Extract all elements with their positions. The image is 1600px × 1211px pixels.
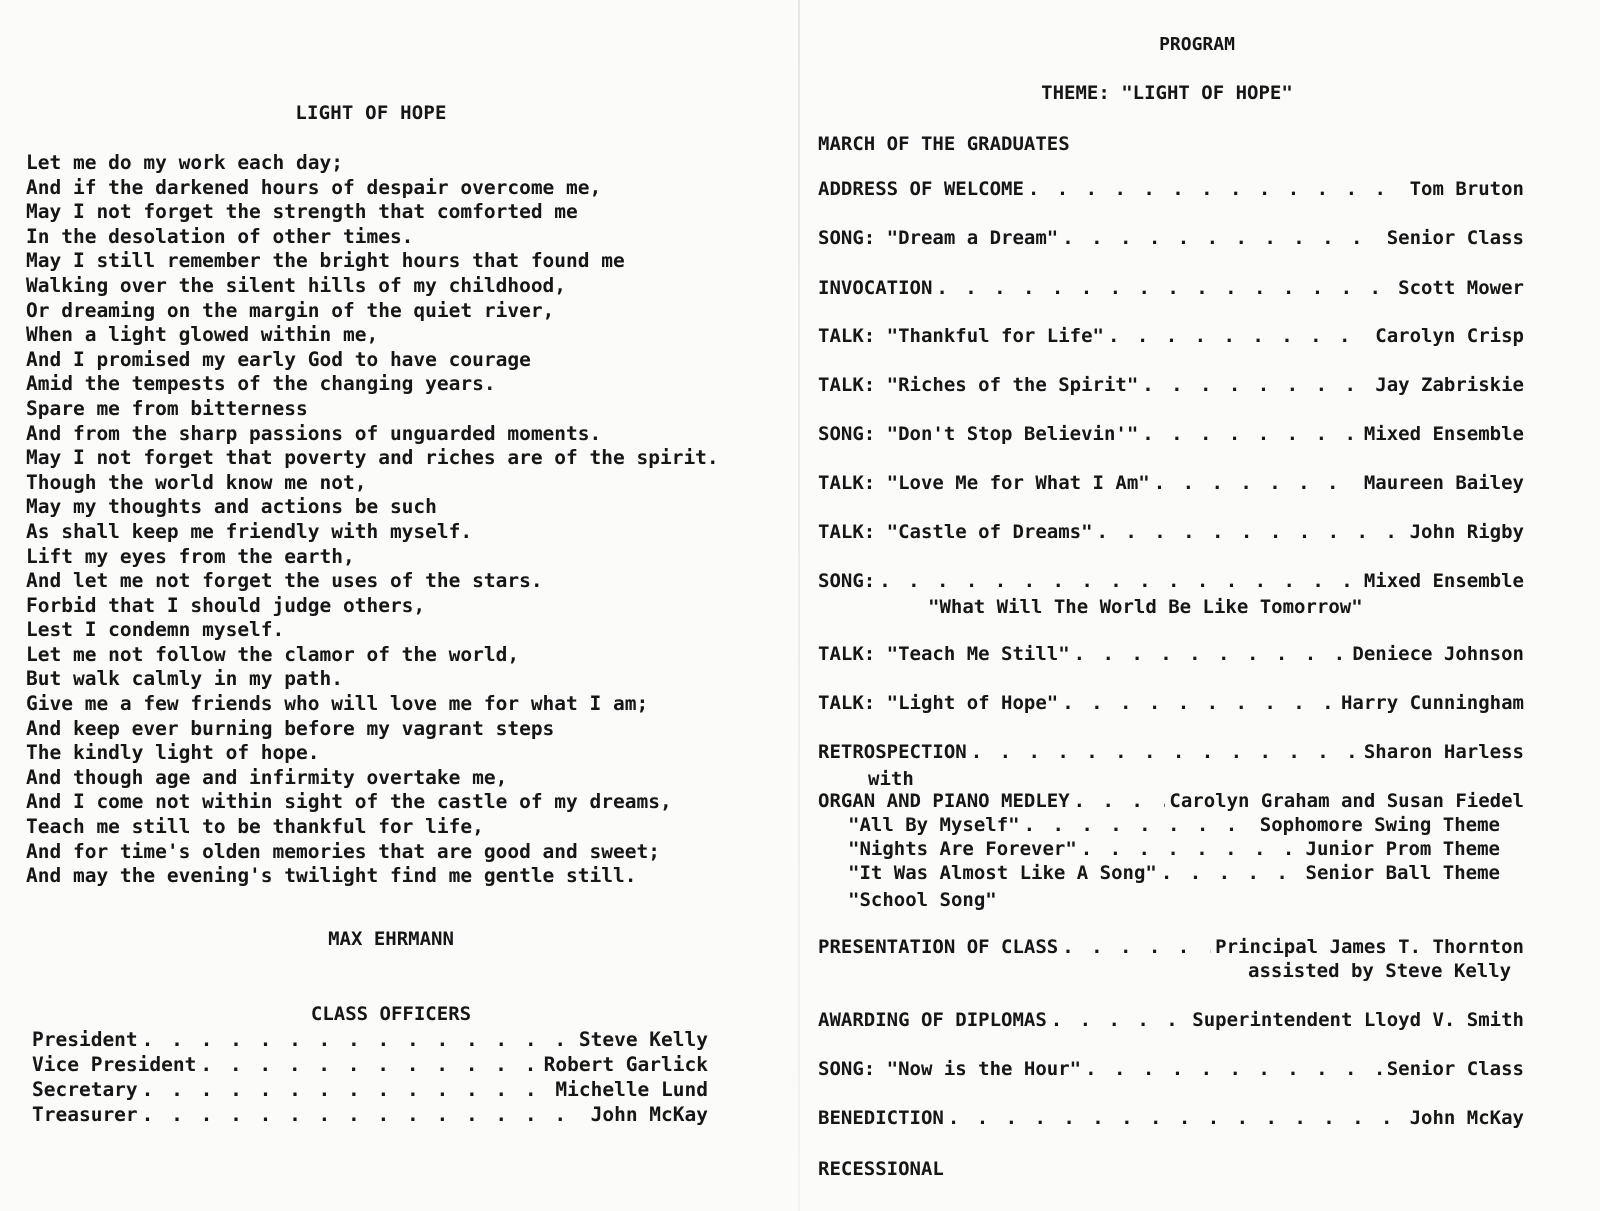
program-item bbox=[818, 643, 1524, 669]
item-label: AWARDING OF DIPLOMAS bbox=[818, 1009, 1047, 1031]
poem-line: Walking over the silent hills of my childhood, bbox=[26, 273, 567, 297]
item-label: TALK: "Riches of the Spirit" bbox=[818, 374, 1139, 396]
item-label: "Nights Are Forever" bbox=[848, 838, 1077, 860]
program-item bbox=[818, 1107, 1524, 1133]
officer-row bbox=[32, 1028, 708, 1053]
right-page bbox=[818, 0, 1576, 1211]
poem-line: When a light glowed within me, bbox=[26, 323, 379, 347]
leader-dots bbox=[1142, 423, 1360, 445]
leader-dots bbox=[1161, 862, 1302, 884]
item-name: Carolyn Crisp bbox=[1375, 325, 1524, 347]
item-label: INVOCATION bbox=[818, 277, 933, 299]
leader-dots bbox=[1081, 838, 1302, 860]
leader-dots bbox=[1028, 178, 1406, 200]
program-item bbox=[818, 1009, 1524, 1035]
leader-dots bbox=[971, 741, 1360, 763]
program-item bbox=[818, 472, 1524, 498]
item-label: BENEDICTION bbox=[818, 1107, 944, 1129]
item-label: TALK: "Thankful for Life" bbox=[818, 325, 1104, 347]
item-name: Harry Cunningham bbox=[1340, 692, 1524, 714]
item-name: Senior Ball Theme bbox=[1305, 862, 1500, 884]
poem-line: Let me not follow the clamor of the world, bbox=[26, 642, 520, 666]
poem-line: And keep ever burning before my vagrant steps bbox=[26, 716, 555, 740]
item-label: ADDRESS OF WELCOME bbox=[818, 178, 1024, 200]
poem-line: And I come not within sight of the castle of my dreams, bbox=[26, 790, 672, 814]
item-name: Superintendent Lloyd V. Smith bbox=[1192, 1009, 1524, 1031]
leader-dots bbox=[1142, 374, 1371, 396]
poem-author: MAX EHRMANN bbox=[328, 928, 454, 950]
item-label: TALK: "Light of Hope" bbox=[818, 692, 1059, 714]
item-label: TALK: "Castle of Dreams" bbox=[818, 521, 1093, 543]
officer-role: Vice President bbox=[32, 1053, 197, 1076]
poem-line: Amid the tempests of the changing years. bbox=[26, 372, 496, 396]
poem-line: And though age and infirmity overtake me, bbox=[26, 765, 508, 789]
march-of-graduates: MARCH OF THE GRADUATES bbox=[818, 133, 1070, 155]
recessional: RECESSIONAL bbox=[818, 1158, 944, 1180]
item-name: Jay Zabriskie bbox=[1375, 374, 1524, 396]
item-name: Scott Mower bbox=[1398, 277, 1524, 299]
officer-row bbox=[32, 1053, 708, 1078]
program-item bbox=[818, 692, 1524, 718]
left-page bbox=[26, 0, 786, 1211]
leader-dots bbox=[1074, 790, 1166, 812]
program-item bbox=[818, 277, 1524, 303]
officer-role: Treasurer bbox=[32, 1103, 138, 1126]
item-name: John Rigby bbox=[1409, 521, 1524, 543]
item-name: Mixed Ensemble bbox=[1363, 423, 1524, 445]
item-label: "It Was Almost Like A Song" bbox=[848, 862, 1157, 884]
program-item bbox=[818, 570, 1524, 596]
poem-line: Though the world know me not, bbox=[26, 470, 367, 494]
item-label: TALK: "Teach Me Still" bbox=[818, 643, 1070, 665]
leader-dots bbox=[1051, 1009, 1188, 1031]
officer-name: Steve Kelly bbox=[578, 1028, 708, 1051]
item-label: ORGAN AND PIANO MEDLEY bbox=[818, 790, 1070, 812]
song-title: "What Will The World Be Like Tomorrow" bbox=[928, 596, 1363, 618]
leader-dots bbox=[1108, 325, 1371, 347]
poem-line: Spare me from bitterness bbox=[26, 396, 308, 420]
poem-line: May my thoughts and actions be such bbox=[26, 495, 437, 519]
program-item bbox=[818, 423, 1524, 449]
leader-dots bbox=[1062, 692, 1337, 714]
officer-name: Robert Garlick bbox=[543, 1053, 708, 1076]
school-song: "School Song" bbox=[848, 889, 997, 911]
officer-name: Michelle Lund bbox=[555, 1078, 708, 1101]
item-label: RETROSPECTION bbox=[818, 741, 967, 763]
leader-dots bbox=[879, 570, 1360, 592]
item-name: Tom Bruton bbox=[1409, 178, 1524, 200]
poem-line: Lift my eyes from the earth, bbox=[26, 544, 355, 568]
poem-title: LIGHT OF HOPE bbox=[295, 102, 447, 124]
officer-row bbox=[32, 1078, 708, 1103]
poem-line: May I not forget that poverty and riches are of the spirit. bbox=[26, 446, 719, 470]
program-item bbox=[818, 325, 1524, 351]
item-name: Junior Prom Theme bbox=[1305, 838, 1500, 860]
poem-line: The kindly light of hope. bbox=[26, 741, 320, 765]
program-item bbox=[818, 936, 1524, 962]
poem-line: As shall keep me friendly with myself. bbox=[26, 519, 473, 543]
leader-dots bbox=[142, 1078, 552, 1101]
item-name: Sharon Harless bbox=[1363, 741, 1524, 763]
item-name: Maureen Bailey bbox=[1363, 472, 1524, 494]
leader-dots bbox=[142, 1103, 587, 1126]
leader-dots bbox=[948, 1107, 1406, 1129]
item-label: SONG: "Don't Stop Believin'" bbox=[818, 423, 1139, 445]
item-label: SONG: "Now is the Hour" bbox=[818, 1058, 1082, 1080]
program-item bbox=[818, 1058, 1524, 1084]
poem-line: Forbid that I should judge others, bbox=[26, 593, 426, 617]
item-label: SONG: bbox=[818, 570, 876, 592]
item-name: Sophomore Swing Theme bbox=[1259, 814, 1500, 836]
leader-dots bbox=[1085, 1058, 1383, 1080]
item-name: Senior Class bbox=[1386, 1058, 1524, 1080]
poem-line: Give me a few friends who will love me for what I am; bbox=[26, 692, 649, 716]
medley-song bbox=[848, 838, 1500, 864]
leader-dots bbox=[1097, 521, 1406, 543]
poem-line: Lest I condemn myself. bbox=[26, 618, 285, 642]
item-name: Mixed Ensemble bbox=[1363, 570, 1524, 592]
program-item bbox=[818, 374, 1524, 400]
program-item bbox=[818, 178, 1524, 204]
poem-line: And for time's olden memories that are good and sweet; bbox=[26, 839, 660, 863]
officers-title: CLASS OFFICERS bbox=[310, 1003, 472, 1025]
leader-dots bbox=[142, 1028, 575, 1051]
poem-line: And from the sharp passions of unguarded moments. bbox=[26, 421, 602, 445]
poem-line: And if the darkened hours of despair overcome me, bbox=[26, 175, 602, 199]
program-theme: THEME: "LIGHT OF HOPE" bbox=[1041, 82, 1293, 104]
item-name: John McKay bbox=[1409, 1107, 1524, 1129]
officer-name: John McKay bbox=[590, 1103, 708, 1126]
poem-line: And I promised my early God to have courage bbox=[26, 347, 531, 371]
officer-role: President bbox=[32, 1028, 138, 1051]
leader-dots bbox=[1074, 643, 1349, 665]
fold-line bbox=[798, 0, 800, 1211]
medley-song bbox=[848, 814, 1500, 840]
poem-line: May I not forget the strength that comforted me bbox=[26, 200, 578, 224]
poem-line: In the desolation of other times. bbox=[26, 224, 414, 248]
program-item bbox=[818, 227, 1524, 253]
item-label: SONG: "Dream a Dream" bbox=[818, 227, 1059, 249]
poem-body bbox=[26, 151, 719, 889]
leader-dots bbox=[936, 277, 1394, 299]
poem-line: Or dreaming on the margin of the quiet river, bbox=[26, 298, 555, 322]
poem-line: Let me do my work each day; bbox=[26, 151, 343, 174]
poem-line: And may the evening's twilight find me gentle still. bbox=[26, 864, 637, 888]
leader-dots bbox=[1024, 814, 1256, 836]
item-name: Carolyn Graham and Susan Fiedel bbox=[1169, 790, 1524, 812]
item-label: "All By Myself" bbox=[848, 814, 1020, 836]
officer-row bbox=[32, 1103, 708, 1128]
poem-line: And let me not forget the uses of the stars. bbox=[26, 569, 543, 593]
item-label: PRESENTATION OF CLASS bbox=[818, 936, 1059, 958]
assisted-by: assisted by Steve Kelly bbox=[1248, 960, 1512, 982]
leader-dots bbox=[1062, 936, 1211, 958]
poem-line: But walk calmly in my path. bbox=[26, 667, 343, 691]
leader-dots bbox=[1154, 472, 1360, 494]
item-name: Principal James T. Thornton bbox=[1215, 936, 1524, 958]
medley-song bbox=[848, 862, 1500, 888]
item-name: Deniece Johnson bbox=[1352, 643, 1524, 665]
with-text: with bbox=[868, 768, 914, 790]
item-label: TALK: "Love Me for What I Am" bbox=[818, 472, 1150, 494]
officer-role: Secretary bbox=[32, 1078, 138, 1101]
poem-line: May I still remember the bright hours that found me bbox=[26, 249, 625, 273]
leader-dots bbox=[1062, 227, 1383, 249]
medley-item bbox=[818, 790, 1524, 816]
program-item bbox=[818, 521, 1524, 547]
poem-line: Teach me still to be thankful for life, bbox=[26, 815, 484, 839]
leader-dots bbox=[200, 1053, 539, 1076]
program-item bbox=[818, 741, 1524, 767]
item-name: Senior Class bbox=[1386, 227, 1524, 249]
program-title: PROGRAM bbox=[1159, 34, 1235, 55]
